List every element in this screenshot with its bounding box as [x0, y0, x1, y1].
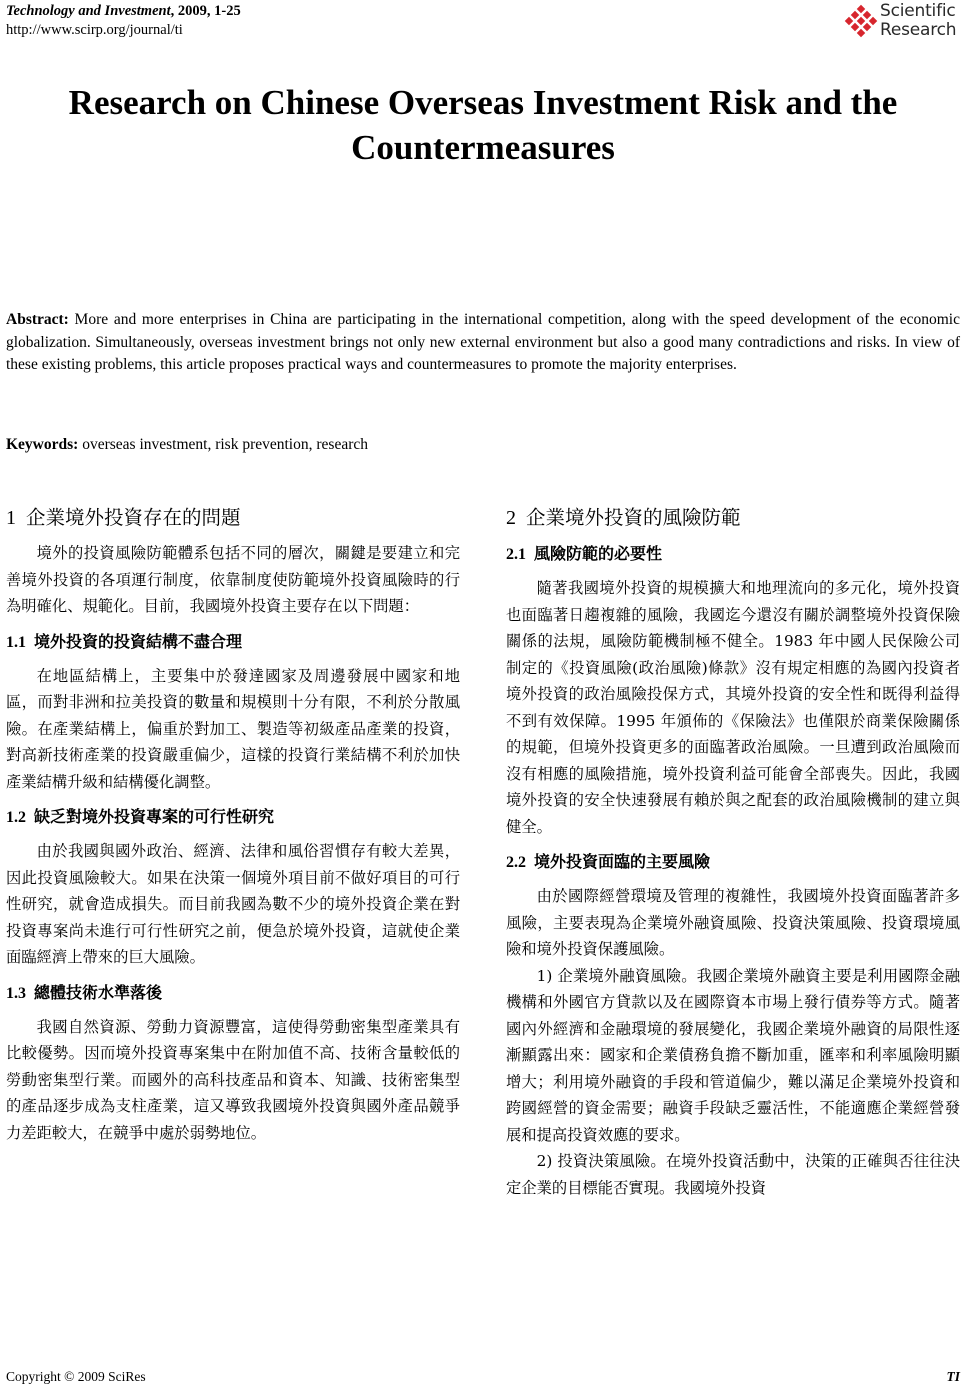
subsection-heading-2-2 — [506, 850, 960, 875]
section-heading-2 — [506, 504, 960, 532]
subsection-number: 2.2 — [506, 854, 526, 871]
abstract-label: Abstract: — [6, 311, 69, 328]
subsection-title: 總體技術水準落後 — [34, 982, 163, 1002]
subsection-title: 風險防範的必要性 — [534, 544, 663, 563]
subsection-heading-1-2 — [6, 805, 460, 830]
keywords — [6, 434, 960, 456]
right-column — [506, 504, 960, 1201]
left-column — [6, 504, 460, 1146]
abstract — [6, 309, 960, 377]
section-heading-1 — [6, 504, 460, 532]
paragraph: 在地區結構上，主要集中於發達國家及周邊發展中國家和地區，而對非洲和拉美投資的數量和規模則十分有限，不利於分散風險。在產業結構上，偏重於對加工、製造等初級產品產業的投資，對高新技術產業的投資嚴重偏少，這樣的投資行業結構不利於加快產業結構升級和結構優化調整。 — [6, 666, 460, 791]
paragraph: 我國自然資源、勞動力資源豐富，這使得勞動密集型產業具有比較優勢。因而境外投資專案集中在附加值不高、技術含量較低的勞動密集型行業。而國外的高科技產品和資本、知識、技術密集型的產品逐步成為支柱產業，這又導致我國境外投資與國外產品競爭力差距較大，在競爭中處於弱勢地位。 — [6, 1017, 460, 1142]
subsection-heading-1-1 — [6, 630, 460, 655]
scientific-research-logo-icon — [844, 4, 878, 38]
paragraph: 隨著我國境外投資的規模擴大和地理流向的多元化，境外投資也面臨著日趨複雜的風險，我國迄今還沒有關於調整境外投資保險關係的法規，風險防範機制極不健全。1983 年中國人民保險公司制定的《投資風險(政治風險)條款》沒有規定相應的為國內投資者境外投資的政治風險投保方式，其境外投資的安全性和既得利益得不到有效保障。1995 年頒佈的《保險法》也僅限於商業保險關係的規範，但境外投資更多的面臨著政治風險。一旦遭到政治風險而沒有相應的風險措施，境外投資利益可能會全部喪失。因此，我國境外投資的安全快速發展有賴於與之配套的政治風險機制的建立與健全。 — [506, 579, 960, 836]
section-title: 企業境外投資的風險防範 — [526, 506, 741, 529]
paper-title: Research on Chinese Overseas Investment Risk and the Countermeasures — [68, 83, 898, 167]
logo-text-line2: Research — [880, 20, 957, 40]
keywords-text: overseas investment, risk prevention, research — [78, 436, 368, 453]
paragraph: 2) 投資決策風險。在境外投資活動中，決策的正確與否往往決定企業的目標能否實現。我國境外投資 — [506, 1152, 960, 1197]
journal-volume-pages: , 2009, 1-25 — [170, 3, 241, 19]
journal-abbreviation: TI — [946, 1369, 960, 1384]
journal-url[interactable]: http://www.scirp.org/journal/ti — [6, 22, 183, 38]
paragraph: 境外的投資風險防範體系包括不同的層次，關鍵是要建立和完善境外投資的各項運行制度，依靠制度使防範境外投資風險時的行為明確化、規範化。目前，我國境外投資主要存在以下問題： — [6, 544, 460, 615]
subsection-heading-2-1 — [506, 542, 960, 567]
subsection-number: 1.3 — [6, 984, 26, 1002]
subsection-number: 1.2 — [6, 809, 26, 826]
section-number: 1 — [6, 507, 16, 529]
subsection-title: 境外投資的投資結構不盡合理 — [34, 631, 243, 651]
paragraph: 1) 企業境外融資風險。我國企業境外融資主要是利用國際金融機構和外國官方貸款以及在國際資本市場上發行債券等方式。隨著國內外經濟和金融環境的發展變化，我國企業境外融資的局限性逐漸顯露出來：國家和企業債務負擔不斷加重，匯率和利率風險明顯增大；利用境外融資的手段和管道偏少，難以滿足企業境外投資和跨國經營的資金需要；融資手段缺乏靈活性，不能適應企業經營發展和提高投資效應的要求。 — [506, 966, 960, 1144]
copyright-notice: Copyright © 2009 SciRes — [6, 1369, 146, 1384]
logo-text-line1: Scientific — [880, 1, 956, 21]
journal-header — [6, 2, 241, 40]
subsection-heading-1-3 — [6, 981, 460, 1006]
subsection-number: 2.1 — [506, 546, 526, 563]
publisher-logo[interactable] — [844, 0, 962, 44]
subsection-title: 境外投資面臨的主要風險 — [534, 852, 711, 871]
paragraph: 由於我國與國外政治、經濟、法律和風俗習慣存有較大差異，因此投資風險較大。如果在決策一個境外項目前不做好項目的可行性研究，就會造成損失。而目前我國為數不少的境外投資企業在對投資專案尚未進行可行性研究之前，便急於境外投資，這就使企業面臨經濟上帶來的巨大風險。 — [6, 842, 460, 966]
keywords-label: Keywords: — [6, 436, 79, 453]
subsection-title: 缺乏對境外投資專案的可行性研究 — [34, 807, 275, 826]
section-title: 企業境外投資存在的問題 — [26, 506, 241, 529]
subsection-number: 1.1 — [6, 633, 26, 651]
paragraph: 由於國際經營環境及管理的複雜性，我國境外投資面臨著許多風險，主要表現為企業境外融資風險、投資決策風險、投資環境風險和境外投資保護風險。 — [506, 887, 960, 958]
abstract-text: More and more enterprises in China are participating in the international competition, along with the speed development of the economic globalization. Simultaneously, overseas investment brings not only new external environment but also a good many contradictions and risks. In view of these existing problems, this article proposes practical ways and countermeasures to promote the majority enterprises. — [6, 311, 960, 373]
section-number: 2 — [506, 507, 516, 529]
journal-name: Technology and Investment — [6, 3, 171, 19]
